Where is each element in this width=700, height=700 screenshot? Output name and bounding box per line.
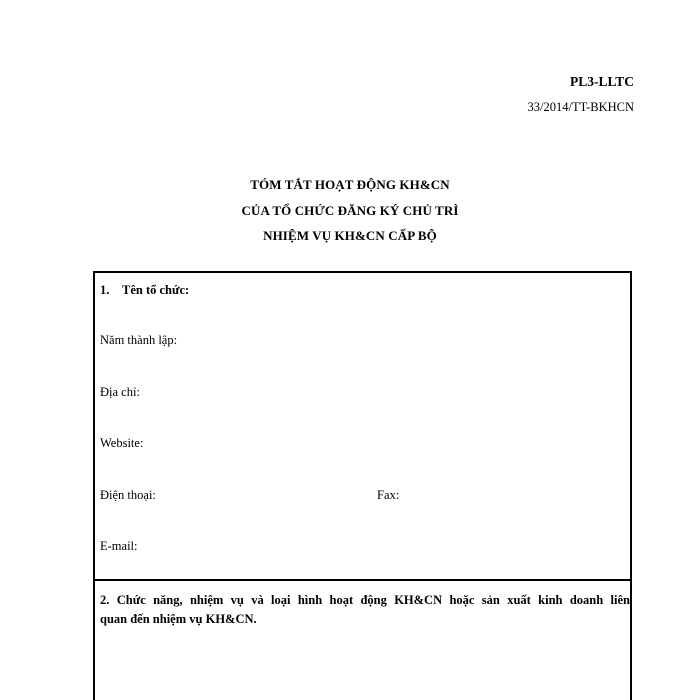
section-2-heading-line-2: quan đến nhiệm vụ KH&CN. [100,612,257,626]
fax-label: Fax: [377,488,400,502]
website-label: Website: [100,436,144,450]
form-code: PL3-LLTC [569,74,634,89]
section-2-heading-line-1: 2. Chức năng, nhiệm vụ và loại hình hoạt động KH&CN hoặc sản xuất kinh doanh liên [100,593,630,607]
document-title-line-1: TÓM TẮT HOẠT ĐỘNG KH&CN [250,177,450,192]
phone-label: Điện thoại: [100,488,156,502]
founded-year-label: Năm thành lập: [100,333,178,347]
section-2-heading [100,591,630,629]
section-1-heading: Tên tổ chức: [122,283,190,297]
email-label: E-mail: [100,539,138,553]
organization-name-label [100,283,189,298]
section-divider [93,579,632,581]
section-1-number: 1. [100,283,110,297]
document-title-line-3: NHIỆM VỤ KH&CN CẤP BỘ [263,228,437,243]
document-title-line-2: CỦA TỔ CHỨC ĐĂNG KÝ CHỦ TRÌ [241,203,459,218]
circular-reference: 33/2014/TT-BKHCN [527,100,634,114]
address-label: Địa chỉ: [100,385,140,399]
